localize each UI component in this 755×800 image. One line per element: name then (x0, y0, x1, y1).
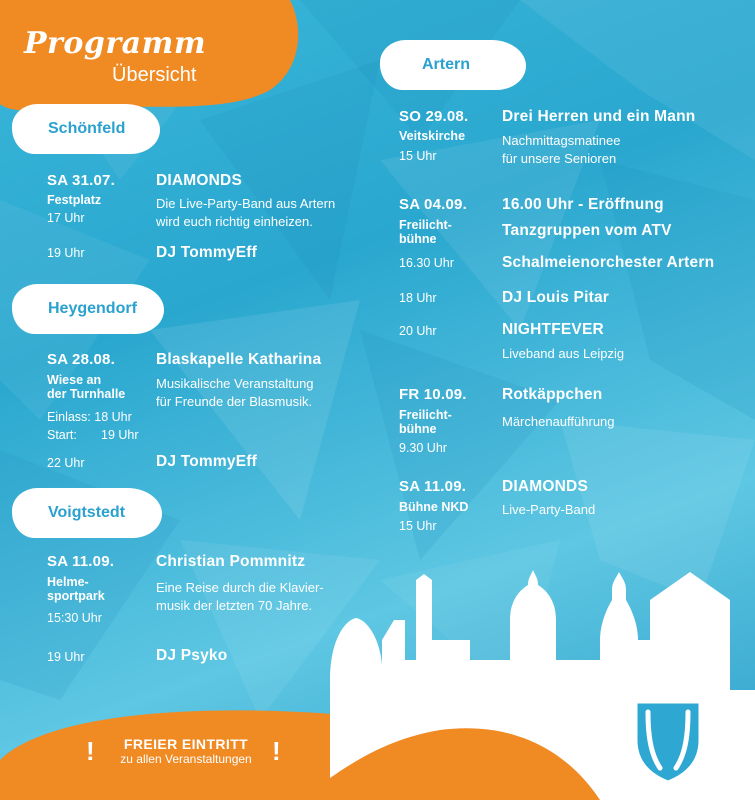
event-date: SA 11.09. (399, 478, 467, 495)
location-pill-artern (380, 40, 526, 90)
event-location: Freilicht- bühne (399, 218, 452, 246)
location-label: Voigtstedt (48, 504, 126, 521)
event-date: SA 28.08. (47, 351, 115, 368)
event-time: 15 Uhr (399, 149, 437, 163)
event-location: Helme- sportpark (47, 575, 105, 603)
event-date: SA 31.07. (47, 172, 115, 189)
event-title-e: NIGHTFEVER (502, 321, 604, 338)
event-admission: Einlass: 18 Uhr (47, 410, 132, 424)
event-time-2: 19 Uhr (47, 246, 85, 260)
event-description: Märchenaufführung (502, 414, 615, 429)
event-time-2: 19 Uhr (47, 650, 85, 664)
event-date: SA 11.09. (47, 553, 115, 570)
event-title-dance: Tanzgruppen vom ATV (502, 222, 672, 239)
event-description: Nachmittagsmatinee für unsere Senioren (502, 133, 621, 166)
event-description: Eine Reise durch die Klavier- musik der letzten 70 Jahre. (156, 580, 324, 613)
event-title: Drei Herren und ein Mann (502, 108, 696, 125)
event-time: 15 Uhr (399, 519, 437, 533)
event-time: 9.30 Uhr (399, 441, 447, 455)
event-description-e: Liveband aus Leipzig (502, 346, 625, 361)
event-title: DIAMONDS (156, 172, 242, 189)
event-title-d: DJ Louis Pitar (502, 289, 610, 306)
event-time: 17 Uhr (47, 211, 85, 225)
event-location: Bühne NKD (399, 500, 469, 514)
event-start-time: 19 Uhr (101, 428, 139, 442)
event-date: FR 10.09. (399, 386, 467, 403)
free-entry-text: FREIER EINTRITT (123, 736, 249, 752)
event-title-opening: 16.00 Uhr - Eröffnung (502, 196, 664, 213)
event-date: SO 29.08. (399, 108, 469, 125)
event-time-e: 20 Uhr (399, 324, 437, 338)
free-entry-banner (100, 736, 272, 766)
event-location: Festplatz (47, 193, 102, 207)
page-title: Programm (24, 26, 207, 61)
event-title: DIAMONDS (502, 478, 588, 495)
event-time-d: 18 Uhr (399, 291, 437, 305)
location-label: Schönfeld (48, 120, 126, 137)
event-title: Blaskapelle Katharina (156, 351, 322, 368)
free-entry-subtext: zu allen Veranstaltungen (120, 752, 252, 766)
event-title-c: Schalmeienorchester Artern (502, 254, 715, 271)
event-time-c: 16.30 Uhr (399, 256, 454, 270)
event-date: SA 04.09. (399, 196, 467, 213)
event-location: Veitskirche (399, 129, 466, 143)
location-pill-heygendorf (12, 284, 164, 334)
location-pill-schoenfeld (12, 104, 160, 154)
event-description: Die Live-Party-Band aus Artern wird euch richtig einheizen. (156, 196, 336, 229)
event-location: Freilicht- bühne (399, 408, 452, 436)
location-label: Artern (422, 56, 471, 73)
event-location: Wiese an der Turnhalle (47, 373, 126, 401)
location-label: Heygendorf (48, 300, 137, 317)
event-title-2: DJ TommyEff (156, 244, 257, 261)
event-time-2: 22 Uhr (47, 456, 85, 470)
page-subtitle: Übersicht (112, 64, 197, 86)
exclamation-icon-right: ! (272, 736, 281, 766)
event-title-2: DJ Psyko (156, 647, 228, 664)
location-pill-voigtstedt (12, 488, 162, 538)
event-start-label: Start: (47, 428, 77, 442)
event-title: Rotkäppchen (502, 386, 603, 403)
exclamation-icon-left: ! (86, 736, 95, 766)
event-time: 15:30 Uhr (47, 611, 102, 625)
event-description: Musikalische Veranstaltung für Freunde der Blasmusik. (156, 376, 314, 409)
event-title-2: DJ TommyEff (156, 453, 257, 470)
event-title: Christian Pommnitz (156, 553, 306, 570)
event-description: Live-Party-Band (502, 502, 596, 517)
